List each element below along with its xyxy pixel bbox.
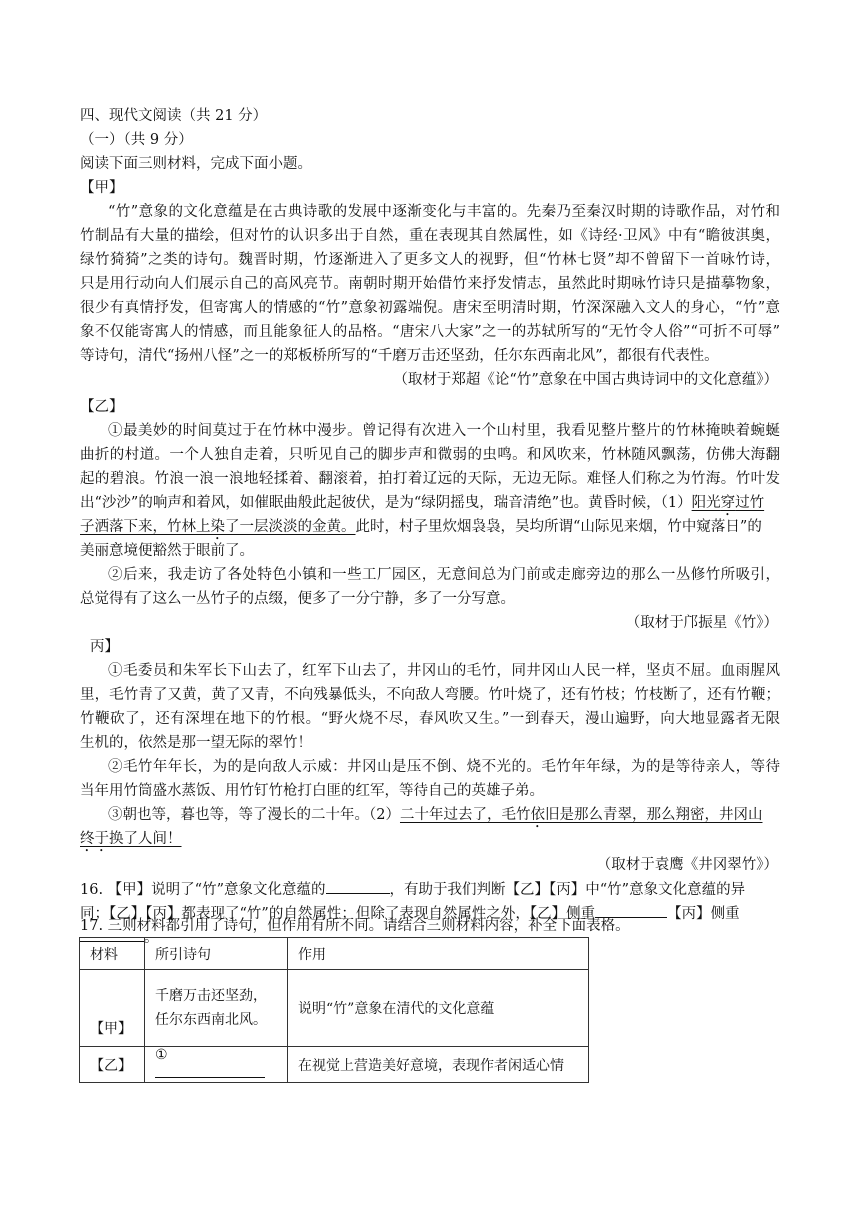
jia-line: 象不仅能寄寓人的情感，而且能象征人的品格。“唐宋八大家”之一的苏轼所写的“无竹令人俗”“可折不可辱” bbox=[80, 324, 780, 340]
jia-line: 等诗句，清代“扬州八怪”之一的郑板桥所写的“千磨万击还坚劲，任尔东西南北风”，都很有代表性。 bbox=[80, 348, 719, 364]
table-row bbox=[80, 1047, 589, 1083]
text-run: 16. 【甲】说明了“竹”意象文化意蕴的 bbox=[80, 882, 326, 898]
text-run: 。 bbox=[144, 930, 159, 946]
poem-line: 任尔东西南北风。 bbox=[155, 1012, 267, 1028]
text-run: 子洒落下来，竹林上 bbox=[80, 519, 211, 535]
bing-line: 当年用竹筒盛水蒸饭、用竹钉竹枪打白匪的红军，等待自己的英雄子弟。 bbox=[80, 783, 544, 799]
table-header: 作用 bbox=[288, 938, 589, 970]
text-run: ① bbox=[155, 1047, 168, 1063]
text-run: 旧是那么青翠，那么翔密，井冈山 bbox=[544, 807, 763, 823]
text-run: 【丙】侧重 bbox=[667, 906, 740, 922]
table-cell-material: 【乙】 bbox=[80, 1047, 145, 1083]
material-jia-label: 【甲】 bbox=[80, 180, 124, 196]
yi-line: ②后来，我走访了各处特色小镇和一些工厂园区，无意间总为门前或走廊旁边的那么一丛修竹所吸引， bbox=[108, 567, 780, 583]
table-cell-effect: 说明“竹”意象在清代的文化意蕴 bbox=[288, 970, 589, 1047]
yi-line: 起的碧浪。竹浪一浪一浪地轻揉着、翻滚着，拍打着辽远的天际，无边无际。难怪人们称之为竹海。竹叶发 bbox=[80, 471, 780, 487]
jia-line: 很少有真情抒发，但寄寓人的情感的“竹”意象初露端倪。唐宋至明清时期，竹深深融入文人的身心，“竹”意 bbox=[80, 300, 780, 316]
underlined-sentence-2-cont bbox=[80, 831, 182, 847]
poem-line: 千磨万击还坚劲， bbox=[155, 988, 267, 1004]
text-run: ，有助于我们判断【乙】【丙】中“竹”意象文化意蕴的异 bbox=[389, 882, 746, 898]
text-run: 过竹 bbox=[735, 495, 765, 511]
table-cell-effect: 在视觉上营造美好意境，表现作者闲适心情 bbox=[288, 1047, 589, 1083]
text-run: 二十年过去了，毛竹 bbox=[399, 807, 531, 823]
jia-line: “竹”意象的文化意蕴是在古典诗歌的发展中逐渐变化与丰富的。先秦乃至秦汉时期的诗歌作品，对竹和 bbox=[108, 204, 780, 220]
text-run: 了一层淡淡的金黄。 bbox=[225, 519, 356, 535]
text-run: ③朝也等，暮也等，等了漫长的二十年。（2） bbox=[108, 807, 400, 823]
bing-line bbox=[80, 827, 780, 855]
bing-line: 生机的，依然是那一望无际的翠竹！ bbox=[80, 735, 312, 751]
underlined-sentence-1 bbox=[692, 495, 765, 511]
table-cell-poem bbox=[145, 1047, 288, 1083]
answer-blank[interactable] bbox=[155, 1063, 265, 1078]
q17-table bbox=[79, 937, 589, 1083]
bing-line: 里，毛竹青了又黄，黄了又青，不向残暴低头，不向敌人弯腰。竹叶烧了，还有竹枝；竹枝断了，还有竹鞭； bbox=[80, 687, 780, 703]
yi-source: （取材于邝振星《竹》） bbox=[625, 615, 778, 631]
table-cell-material: 【甲】 bbox=[80, 970, 145, 1047]
dotted-word-ran: 染 bbox=[210, 519, 225, 535]
bing-line: 竹鞭砍了，还有深埋在地下的竹根。“野火烧不尽，春风吹又生。”一到春天，漫山遍野，向大地显露者无限 bbox=[80, 711, 780, 727]
table-cell-poem bbox=[145, 970, 288, 1047]
text-run: 同；【乙】【丙】都表现了“竹”的自然属性；但除了表现自然属性之外，【乙】侧重 bbox=[80, 906, 596, 922]
jia-line: 只是用行动向人们展示自己的高风亮节。南朝时期开始借竹来抒发情志，虽然此时期咏竹诗只是描摹物象， bbox=[80, 276, 780, 292]
dotted-word-chuan: 穿 bbox=[720, 495, 736, 511]
text-run: 出“沙沙”的响声和着风，如催眠曲般此起彼伏，是为“绿阴摇曳，瑞音清绝”也。黄昏时候，（1） bbox=[80, 495, 692, 511]
yi-line: 曲折的村道。一个人独自走着，只听见自己的脚步声和微弱的虫鸣。和风吹来，竹林随风飘荡，仿佛大海翻 bbox=[80, 447, 780, 463]
yi-line: 美丽意境便豁然于眼前了。 bbox=[80, 543, 254, 559]
table-header: 材料 bbox=[80, 938, 145, 970]
jia-line: 绿竹猗猗”之类的诗句。魏晋时期，竹逐渐进入了更多文人的视野，但“竹林七贤”却不曾留下一首咏竹诗， bbox=[80, 252, 780, 268]
answer-blank[interactable] bbox=[326, 877, 390, 894]
q17-stem: 17. 三则材料都引用了诗句，但作用有所不同。请结合三则材料内容，补全下面表格。 bbox=[80, 918, 630, 934]
text-run: 此时，村子里炊烟袅袅，吴均所谓“山际见来烟，竹中窥落日”的 bbox=[355, 519, 762, 535]
bing-source: （取材于袁鹰《井冈翠竹》） bbox=[596, 857, 778, 873]
table-header: 所引诗句 bbox=[145, 938, 288, 970]
underlined-sentence-2 bbox=[400, 807, 763, 823]
yi-line: 总觉得有了这么一丛竹子的点缀，便多了一分宁静，多了一分写意。 bbox=[80, 591, 515, 607]
material-bing-label: 丙】 bbox=[90, 639, 119, 655]
underlined-sentence-1-cont bbox=[80, 519, 356, 535]
q16-line bbox=[80, 877, 780, 902]
material-yi-label: 【乙】 bbox=[80, 399, 124, 415]
bing-line: ①毛委员和朱军长下山去了，红军下山去了，井冈山的毛竹，同井冈山人民一样，坚贞不屈。血雨腥风 bbox=[108, 663, 780, 679]
section-title: 四、现代文阅读（共 21 分） bbox=[80, 108, 268, 124]
bing-line: ②毛竹年年长，为的是向敌人示威：井冈山是压不倒、烧不光的。毛竹年年绿，为的是等待亲人，等待 bbox=[108, 759, 780, 775]
table-row bbox=[80, 970, 589, 1047]
jia-line: 竹制品有大量的描绘，但对竹的认识多出于自然，重在表现其自然属性，如《诗经·卫风》中有“瞻彼淇奥， bbox=[80, 228, 780, 244]
text-run: 阳光 bbox=[691, 495, 721, 511]
part-title: （一）（共 9 分） bbox=[80, 132, 193, 148]
table-header-row bbox=[80, 938, 589, 970]
jia-source: （取材于郑超《论“竹”意象在中国古典诗词中的文化意蕴》） bbox=[393, 372, 778, 388]
dotted-word-yi: 依 bbox=[530, 807, 545, 823]
text-run: 换了人间！ bbox=[109, 831, 182, 847]
instruction: 阅读下面三则材料，完成下面小题。 bbox=[80, 156, 312, 172]
dotted-word-zhongyu: 终于 bbox=[80, 831, 109, 847]
yi-line: ①最美妙的时间莫过于在竹林中漫步。曾记得有次进入一个山村里，我看见整片整片的竹林掩映着蜿蜒 bbox=[108, 423, 780, 439]
